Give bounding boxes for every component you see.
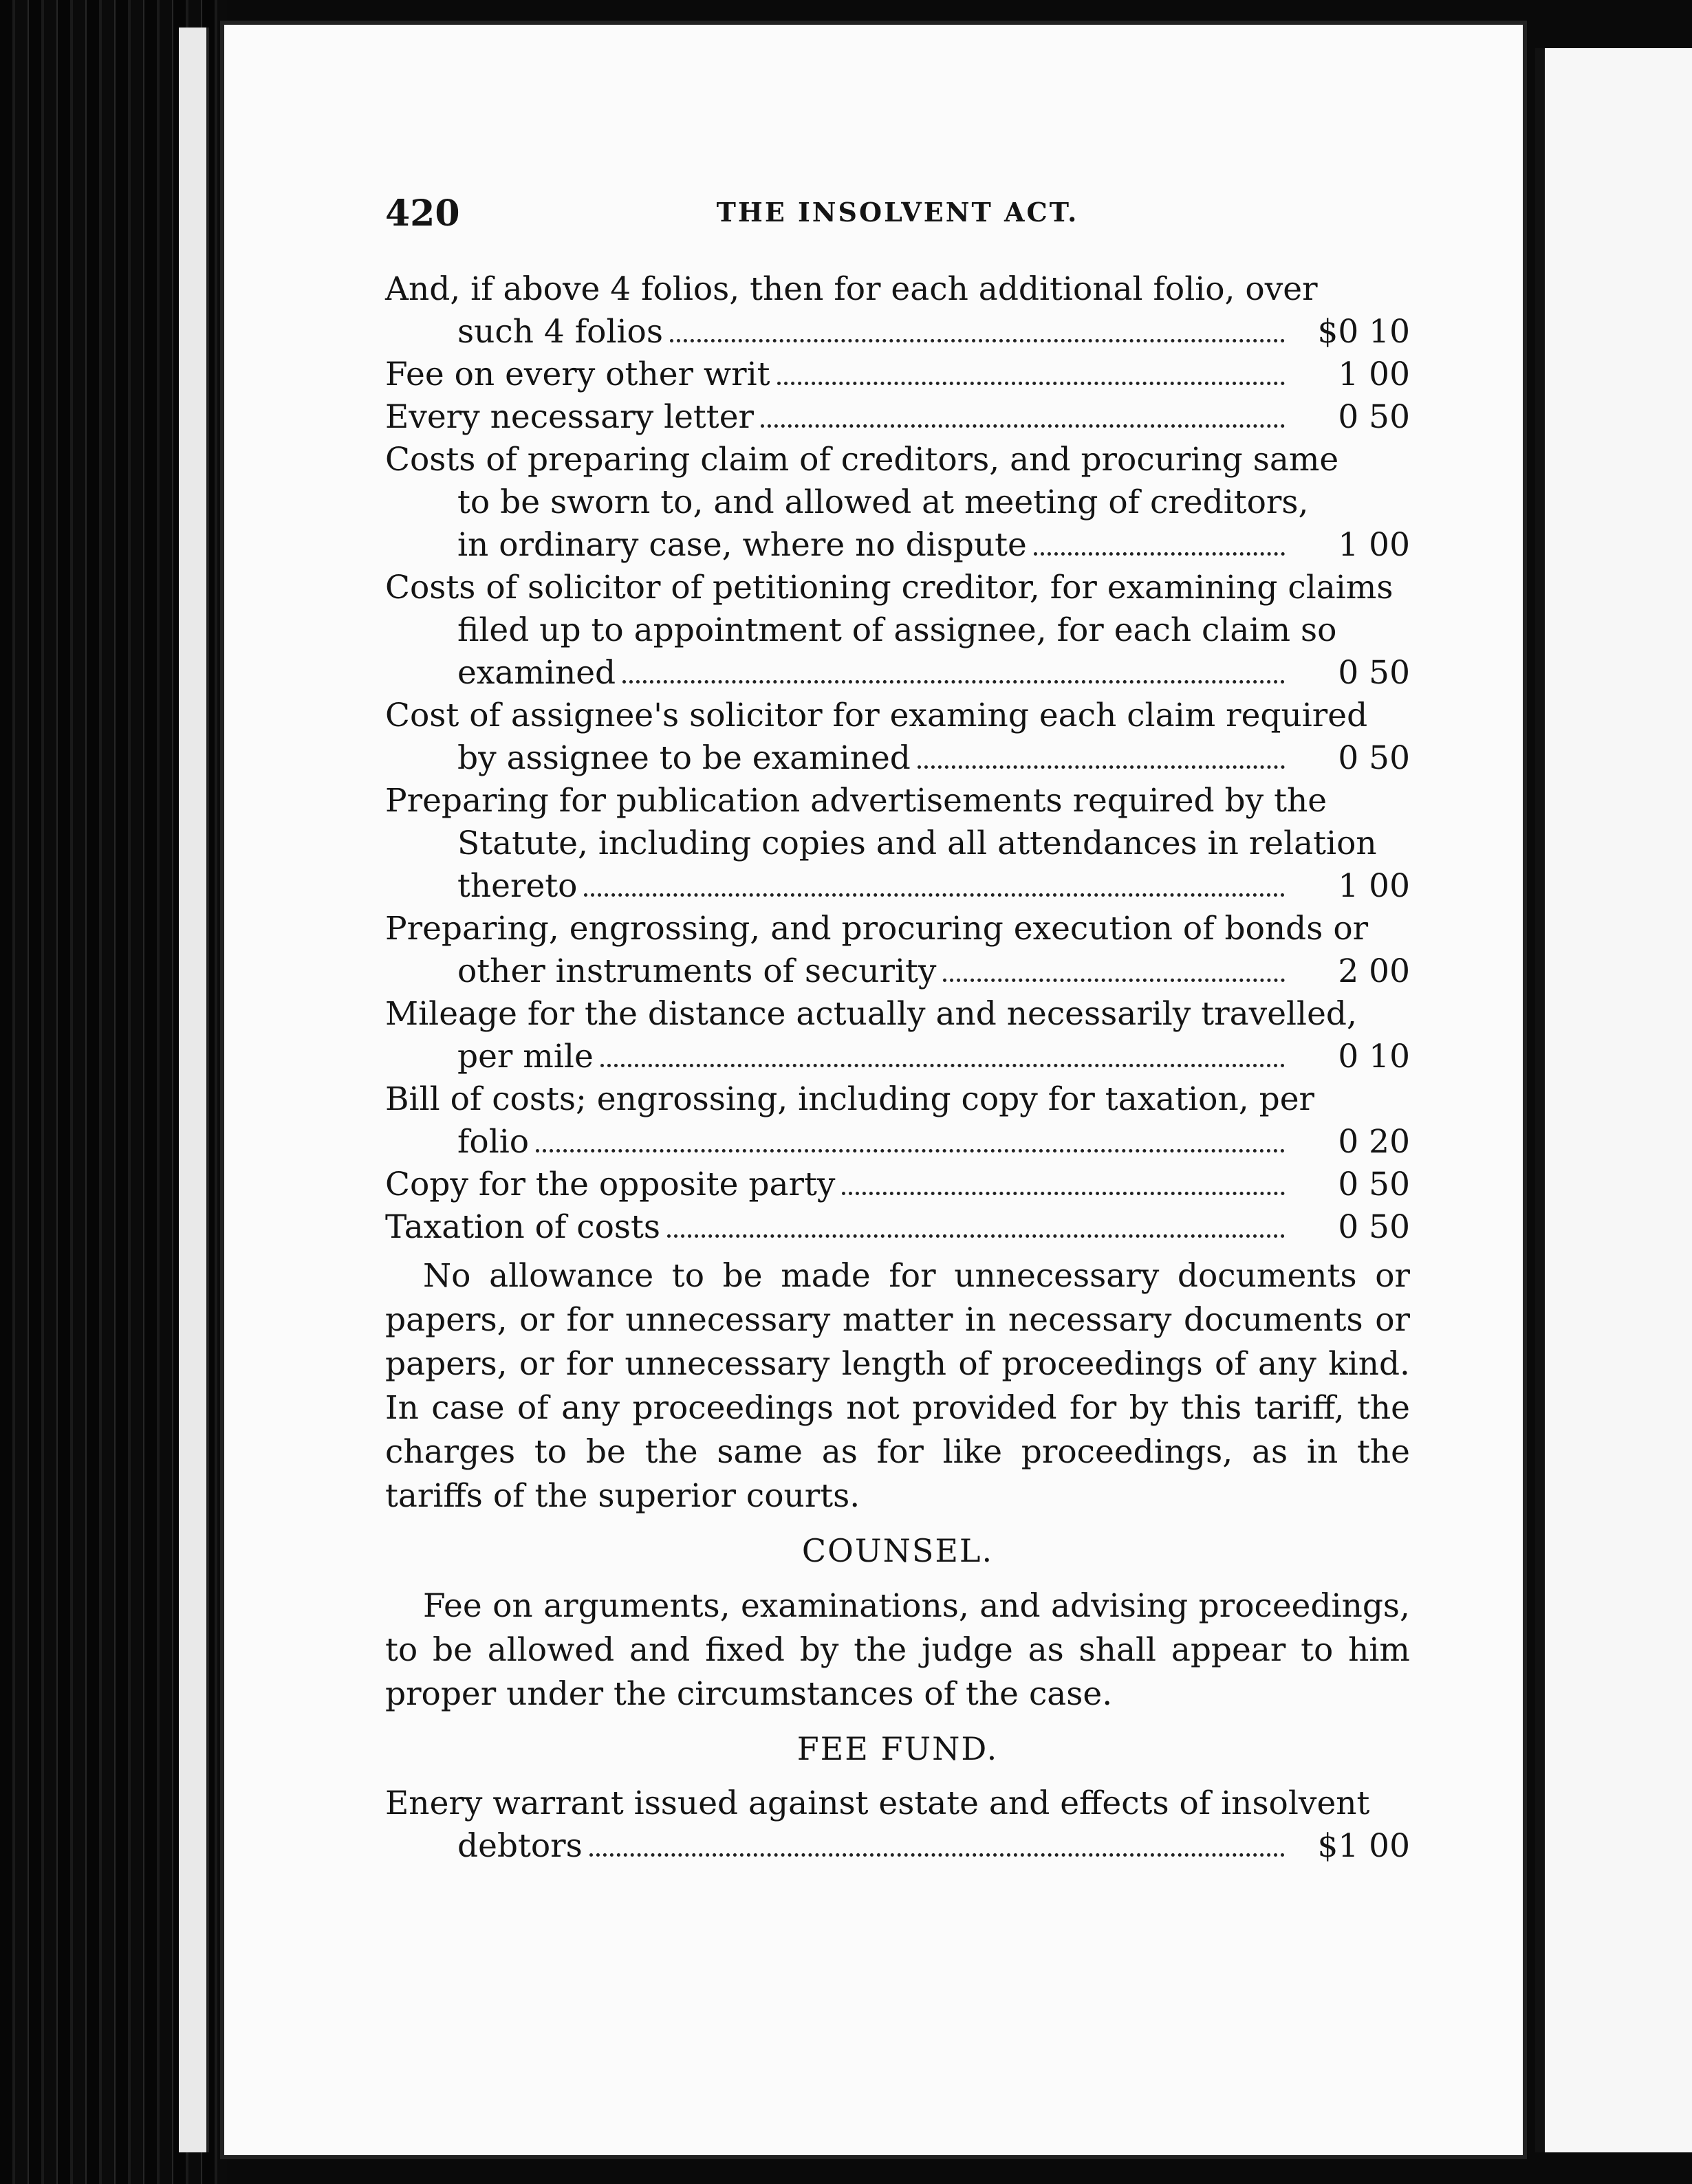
entry-amount: 0 50 xyxy=(1338,1208,1410,1246)
dot-leader xyxy=(918,765,1285,769)
fee-entry xyxy=(385,1078,1410,1164)
entry-text: such 4 folios xyxy=(457,313,663,351)
entry-text: by assignee to be examined xyxy=(457,739,911,777)
page-header xyxy=(385,193,1410,248)
entry-text: Costs of solicitor of petitioning creditor, for examining claims xyxy=(385,569,1393,607)
entry-amount: 1 00 xyxy=(1338,867,1410,905)
page-number: 420 xyxy=(385,193,460,234)
dot-leader xyxy=(600,1064,1285,1067)
entry-amount: 0 50 xyxy=(1338,739,1410,777)
entry-amount: 2 00 xyxy=(1338,952,1410,990)
entry-text: Costs of preparing claim of creditors, and procuring same xyxy=(385,441,1339,479)
fee-entry xyxy=(385,396,1410,439)
entry-text: thereto xyxy=(457,867,578,905)
fee-entry xyxy=(385,567,1410,695)
entry-amount: 0 50 xyxy=(1338,654,1410,692)
counsel-heading: COUNSEL. xyxy=(801,1532,994,1569)
dot-leader xyxy=(1034,552,1285,556)
entry-amount: 0 50 xyxy=(1338,398,1410,436)
counsel-paragraph: Fee on arguments, examinations, and advising proceedings, to be allowed and fixed by the judge as shall appear to him proper under the circumstances of the case. xyxy=(385,1587,1410,1713)
running-title: THE INSOLVENT ACT. xyxy=(716,197,1079,228)
entry-text: Fee on every other writ xyxy=(385,356,770,393)
entry-text: to be sworn to, and allowed at meeting of creditors, xyxy=(457,483,1309,521)
page-edge xyxy=(179,28,209,2152)
fee-entry xyxy=(385,268,1410,353)
entry-text: in ordinary case, where no dispute xyxy=(457,526,1027,564)
entry-text: Cost of assignee's solicitor for examing each claim required xyxy=(385,697,1368,734)
entry-text: debtors xyxy=(457,1827,583,1865)
entry-text: Enery warrant issued against estate and effects of insolvent xyxy=(385,1784,1370,1822)
entry-text: Every necessary letter xyxy=(385,398,754,436)
fee-entry xyxy=(385,695,1410,780)
entry-text: Preparing for publication advertisements required by the xyxy=(385,782,1327,820)
fee-entry xyxy=(385,439,1410,567)
dot-leader xyxy=(943,979,1285,982)
entry-text: per mile xyxy=(457,1038,594,1075)
entry-text: Mileage for the distance actually and necessarily travelled, xyxy=(385,995,1357,1033)
entry-amount: $1 00 xyxy=(1317,1827,1410,1865)
fee-entry xyxy=(385,353,1410,396)
facing-page xyxy=(1535,48,1692,2152)
dot-leader xyxy=(622,680,1285,684)
fee-entry xyxy=(385,1164,1410,1206)
dot-leader xyxy=(761,424,1285,428)
dot-leader xyxy=(584,893,1285,897)
dot-leader xyxy=(667,1234,1285,1238)
facing-page-letters xyxy=(0,0,1692,13)
entry-text: Statute, including copies and all attendances in relation xyxy=(457,825,1377,862)
closing-paragraph: No allowance to be made for unnecessary documents or papers, or for unnecessary matter in necessary documents or papers, or for unnecessary length of proceedings of any kind. In case of any proceedings not provided for by this tariff, the charges to be the same as for like proceedings, as in the tariffs of the superior courts. xyxy=(385,1257,1410,1515)
entry-text: folio xyxy=(457,1123,530,1161)
entry-amount: 1 00 xyxy=(1338,356,1410,393)
dot-leader xyxy=(842,1192,1285,1195)
entry-text: Preparing, engrossing, and procuring execution of bonds or xyxy=(385,910,1369,948)
entry-text: filed up to appointment of assignee, for each claim so xyxy=(457,611,1337,649)
entry-text: Bill of costs; engrossing, including copy for taxation, per xyxy=(385,1080,1314,1118)
dot-leader xyxy=(589,1853,1285,1857)
entry-text: examined xyxy=(457,654,616,692)
fee-fund-heading: FEE FUND. xyxy=(796,1730,999,1767)
dot-leader xyxy=(536,1149,1285,1153)
fee-entries xyxy=(385,268,1410,1249)
entry-text: other instruments of security xyxy=(457,952,937,990)
entry-amount: 0 50 xyxy=(1338,1166,1410,1203)
fee-entry xyxy=(385,993,1410,1078)
entry-amount: 0 10 xyxy=(1338,1038,1410,1075)
entry-amount: $0 10 xyxy=(1317,313,1410,351)
dot-leader xyxy=(670,339,1285,342)
entry-amount: 0 20 xyxy=(1338,1123,1410,1161)
dot-leader xyxy=(777,382,1285,385)
entry-text: Taxation of costs xyxy=(385,1208,661,1246)
fee-fund-entry xyxy=(385,1782,1410,1868)
page-content xyxy=(385,193,1410,1868)
fee-entry xyxy=(385,1206,1410,1249)
fee-entry xyxy=(385,780,1410,908)
fee-entry xyxy=(385,908,1410,993)
entry-text: And, if above 4 folios, then for each additional folio, over xyxy=(385,270,1318,308)
entry-amount: 1 00 xyxy=(1338,526,1410,564)
entry-text: Copy for the opposite party xyxy=(385,1166,836,1203)
